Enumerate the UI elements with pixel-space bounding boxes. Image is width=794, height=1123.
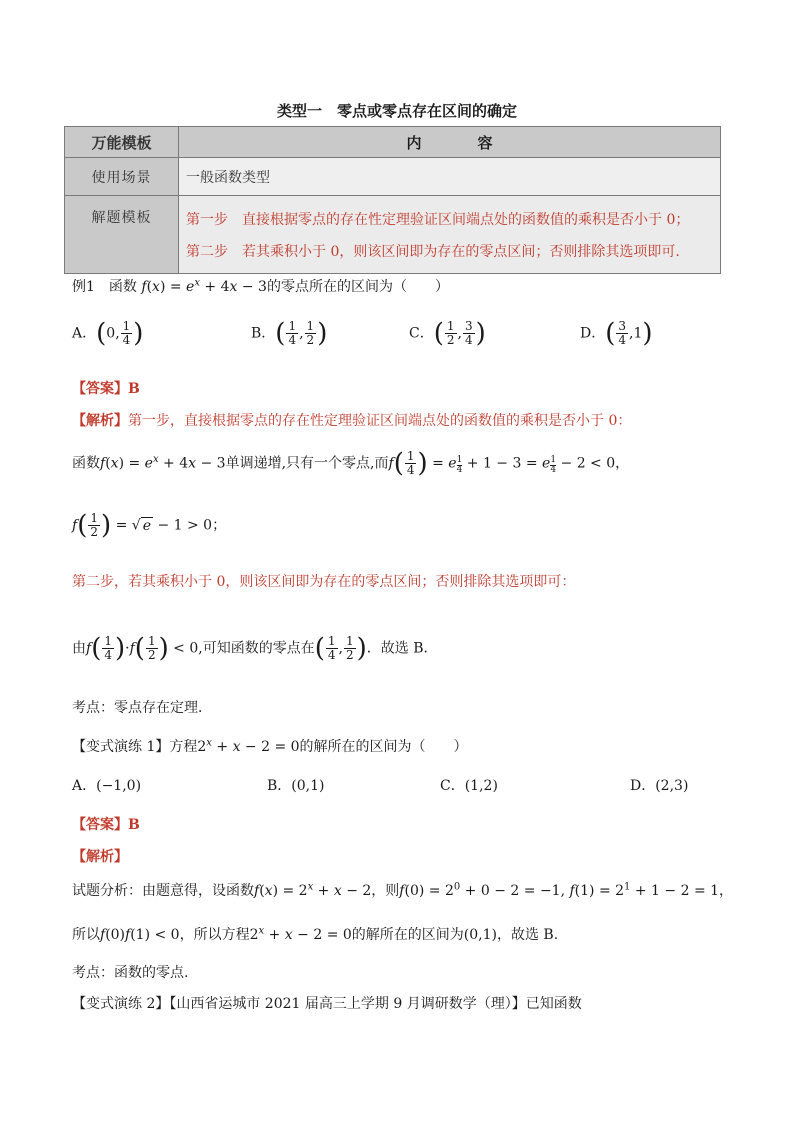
practice-1-option-d: D．(2,3) [630,778,689,794]
row-content-template [179,196,721,274]
template-step-2: 第二步 若其乘积小于 0，则该区间即为存在的零点区间；否则排除其选项即可. [186,244,680,260]
practice-1-option-b: B．(0,1) [267,778,325,794]
example-1-suffix: 的零点所在的区间为（ ） [266,279,449,295]
example-1-conclusion: 由f( $\frac{1}{4}$ )·f( $\frac{1}{2}$ ) < 0,可知函数的零点在( $\frac{1}{4}$ , $\frac{1}{2}$ )．故选 B． [72,633,438,664]
template-table [64,126,721,274]
page-title: 类型一 零点或零点存在区间的确定 [276,102,517,120]
option-d: D．( $\frac{3}{4}$ ,1) [580,318,653,349]
option-b: B．( $\frac{1}{4}$ , $\frac{1}{2}$ ) [251,318,328,349]
row-label-template: 解题模板 [65,196,179,274]
practice-1-question: 【变式演练 1】方程$2^x + x - 2 = 0$的解所在的区间为（ ） [72,737,468,755]
example-1-analysis-step2: 第二步，若其乘积小于 0，则该区间即为存在的零点区间；否则排除其选项即可： [72,574,576,590]
row-content-scenario: 一般函数类型 [179,158,721,196]
example-1-formula: f [141,279,147,295]
template-step-1: 第一步 直接根据零点的存在性定理验证区间端点处的函数值的乘积是否小于 0； [186,212,690,228]
practice-2-question: 【变式演练 2】【山西省运城市 2021 届高三上学期 9 月调研数学（理）】已知函数 [72,996,582,1012]
practice-1-analysis-line1: 试题分析：由题意得，设函数$f(x) = 2^x + x - 2$，则$f(0) = 2^0 + 0 - 2 = -1$, $f(1) = 2^1 + 1 - 2 = 1$， [72,881,734,899]
option-a: A．(0, $\frac{1}{4}$ ) [72,318,144,349]
table-header-template: 万能模板 [65,127,179,158]
example-1-question: 例1 函数 $f(x) = e^x + 4x - 3$的零点所在的区间为（ ） [72,277,449,295]
row-label-scenario: 使用场景 [65,158,179,196]
practice-1-option-c: C．(1,2) [440,778,498,794]
example-1-analysis-line2: 函数$f(x) = e^x + 4x - 3$单调递增,只有一个零点,而f( $\frac{1}{4}$ ) = e $\frac{1}{4}$ + 1 − 3 = e $\frac{1}{4}$ − 2 < 0， [72,448,630,479]
example-1-keypoint: 考点：零点存在定理． [72,700,212,716]
example-1-prefix: 例1 函数 [72,279,137,295]
example-1-answer: 【答案】B [72,381,140,397]
table-header-content: 内容 [179,127,721,158]
practice-1-keypoint: 考点：函数的零点. [72,965,189,981]
example-1-analysis-step1: 【解析】第一步，直接根据零点的存在性定理验证区间端点处的函数值的乘积是否小于 0： [72,413,632,429]
option-c: C．( $\frac{1}{2}$ , $\frac{3}{4}$ ) [409,318,486,349]
practice-1-option-a: A．(−1,0) [72,778,142,794]
practice-1-answer: 【答案】B [72,817,140,833]
practice-1-analysis-label: 【解析】 [72,849,128,865]
practice-1-analysis-line2: 所以f(0)f(1) < 0，所以方程$2^x + x - 2 = 0$的解所在的区间为(0,1)，故选 B. [72,925,559,943]
example-1-analysis-line3: f( $\frac{1}{2}$ ) = √ e − 1 > 0； [72,510,227,541]
